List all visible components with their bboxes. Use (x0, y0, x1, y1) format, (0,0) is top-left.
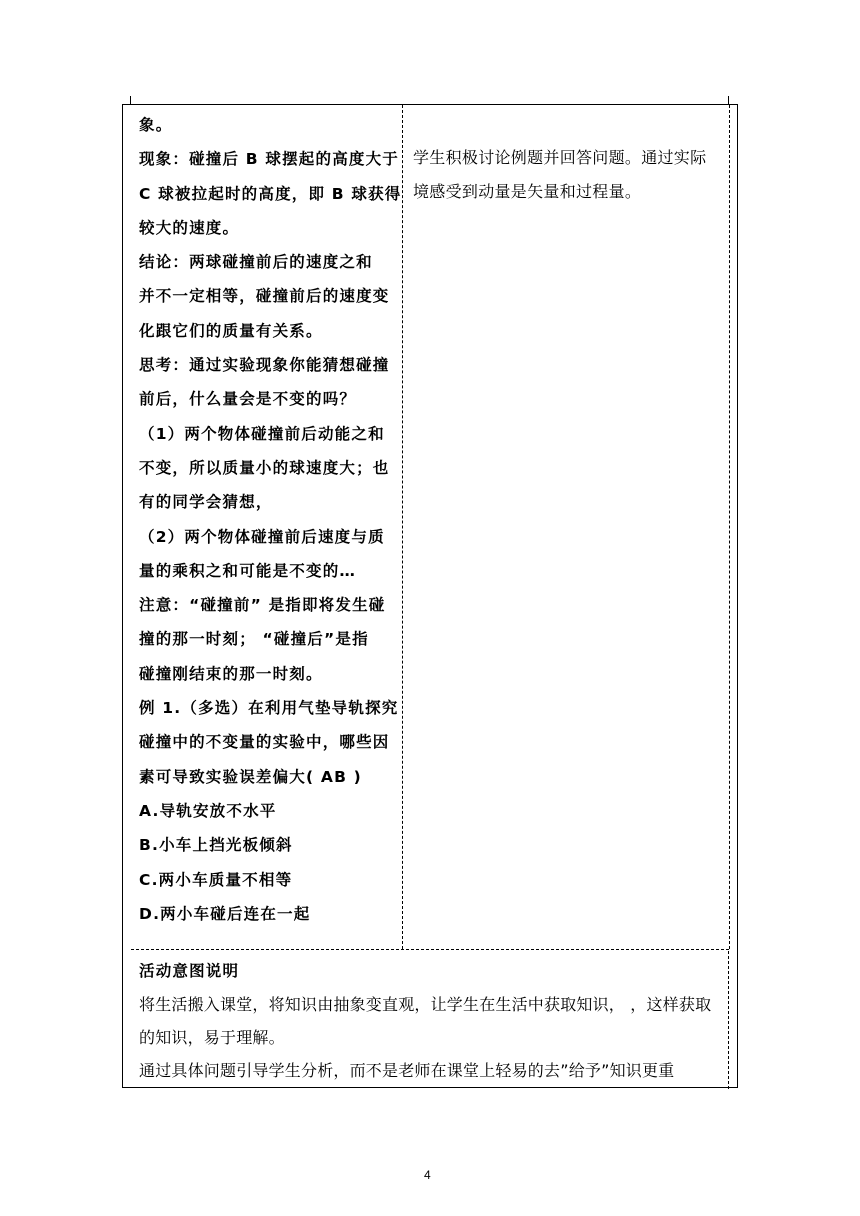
text-line: 现象：碰撞后 B 球摆起的高度大于 (139, 150, 400, 169)
teacher-activity-text (139, 108, 401, 931)
text-line: B.小车上挡光板倾斜 (139, 836, 293, 855)
text-line: D.两小车碰后连在一起 (139, 904, 311, 923)
text-line: 碰撞中的不变量的实验中，哪些因 (139, 733, 390, 752)
text-line: 撞的那一时刻； “碰撞后”是指 (139, 630, 369, 649)
text-line: （1）两个物体碰撞前后动能之和 (139, 424, 385, 443)
text-line: 化跟它们的质量有关系。 (139, 321, 323, 340)
activity-intent-line: 的知识，易于理解。 (139, 1028, 285, 1047)
student-activity-text (413, 141, 706, 210)
text-line: 不变，所以质量小的球速度大；也 (139, 458, 390, 477)
text-line: C 球被拉起时的高度，即 B 球获得 (139, 184, 402, 203)
teacher-activity-cell (131, 105, 403, 949)
text-line: 量的乘积之和可能是不变的… (139, 561, 357, 580)
cell-divider (729, 105, 730, 949)
text-line: 前后，什么量会是不变的吗？ (139, 390, 357, 409)
text-line: C.两小车质量不相等 (139, 870, 293, 889)
text-line: （2）两个物体碰撞前后速度与质 (139, 527, 385, 546)
text-line: 学生积极讨论例题并回答问题。通过实际 (413, 148, 707, 167)
activity-intent-cell (131, 951, 729, 1089)
text-line: 并不一定相等，碰撞前后的速度变 (139, 287, 390, 306)
text-line: 注意：“碰撞前” 是指即将发生碰 (139, 596, 386, 615)
activity-intent-line: 将生活搬入课堂，将知识由抽象变直观，让学生在生活中获取知识， ，这样获取 (139, 995, 712, 1014)
table-border-tick (728, 96, 729, 104)
text-line: 碰撞刚结束的那一时刻。 (139, 664, 323, 683)
text-line: 结论：两球碰撞前后的速度之和 (139, 253, 373, 272)
text-line: 象。 (139, 116, 173, 134)
activity-intent-text (139, 955, 711, 1087)
page-number: 4 (424, 1168, 431, 1182)
text-line: 例 1.（多选）在利用气垫导轨探究 (139, 699, 399, 718)
activity-intent-heading: 活动意图说明 (139, 962, 240, 980)
table-border-tick (130, 96, 131, 104)
student-activity-cell (403, 105, 729, 949)
text-line: 素可导致实验误差偏大( AB ) (139, 767, 362, 786)
row-divider (131, 949, 729, 950)
activity-intent-line: 通过具体问题引导学生分析，而不是老师在课堂上轻易的去”给予”知识更重 (139, 1061, 675, 1080)
text-line: 思考：通过实验现象你能猜想碰撞 (139, 356, 390, 375)
text-line: A.导轨安放不水平 (139, 801, 277, 820)
text-line: 有的同学会猜想， (139, 493, 273, 512)
lesson-table (122, 104, 738, 1088)
text-line: 境感受到动量是矢量和过程量。 (413, 182, 642, 202)
text-line: 较大的速度。 (139, 218, 240, 237)
